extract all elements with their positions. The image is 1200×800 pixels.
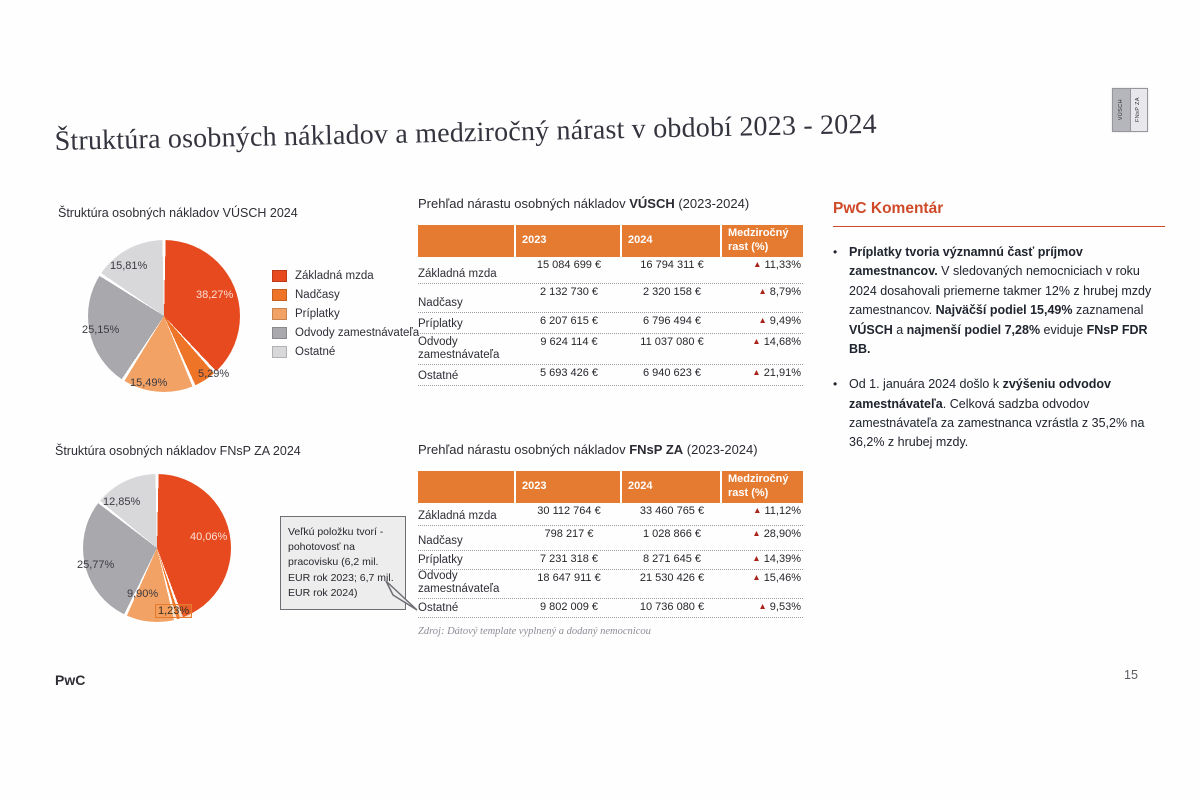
value-2023: 5 693 426 €	[539, 367, 599, 379]
growth-cell	[722, 334, 803, 348]
comment-segment: Najväčší podiel 15,49%	[935, 303, 1073, 318]
comment-section	[833, 200, 1165, 453]
table-header-2023: 2023	[516, 471, 622, 503]
up-triangle-icon: ▲	[753, 259, 762, 269]
table-header-row	[418, 225, 803, 257]
value-2023: 15 084 699 €	[536, 259, 602, 271]
comment-heading: PwC Komentár	[833, 200, 1165, 227]
up-triangle-icon: ▲	[758, 601, 767, 611]
pwc-logo: PwC	[55, 672, 86, 688]
callout-tail	[384, 580, 420, 614]
value-2024: 8 271 645 €	[642, 553, 702, 565]
comment-segment: najmenší podiel 7,28%	[906, 322, 1041, 337]
comment-segment: FNsP FDR BB.	[849, 322, 1148, 356]
value-2024: 6 940 623 €	[642, 367, 702, 379]
pie-label-odvody: 25,77%	[77, 559, 115, 571]
table-header-blank	[418, 471, 516, 503]
growth-value: 15,46%	[763, 572, 801, 584]
table-row	[418, 551, 803, 570]
growth-cell	[722, 313, 803, 327]
table-fnsp-za-title	[418, 442, 803, 457]
value-2024: 16 794 311 €	[640, 259, 704, 271]
table-header-2024: 2024	[622, 471, 722, 503]
value-2024: 10 736 080 €	[639, 601, 705, 613]
growth-cell	[722, 526, 803, 540]
table-header-2024: 2024	[622, 225, 722, 257]
table-header-growth: Medziročný rast (%)	[722, 471, 803, 503]
pie-label-zakladna-mzda: 38,27%	[196, 289, 234, 301]
growth-value: 14,39%	[763, 553, 801, 565]
table-header-blank	[418, 225, 516, 257]
growth-value: 11,12%	[764, 505, 801, 517]
corner-tab-fnsp-za	[1131, 89, 1148, 131]
pie-label-nadcasy: 1,23%	[155, 604, 192, 618]
row-label: Príplatky	[418, 554, 463, 567]
value-2024: 2 320 158 €	[642, 286, 702, 298]
comment-bullet	[833, 243, 1165, 359]
value-2023: 9 802 009 €	[539, 601, 599, 613]
corner-tab-fnsp-za-label: FNsP ZA	[1135, 97, 1141, 123]
growth-cell	[722, 284, 803, 298]
up-triangle-icon: ▲	[752, 572, 761, 582]
up-triangle-icon: ▲	[752, 336, 761, 346]
table-vusch-title	[418, 196, 803, 211]
row-label: Základná mzda	[418, 268, 497, 281]
growth-value: 11,33%	[764, 259, 801, 271]
row-label: Nadčasy	[418, 535, 463, 548]
pie-label-priplatky: 15,49%	[130, 377, 168, 389]
pie-label-odvody: 25,15%	[82, 324, 120, 336]
comment-bullet-text	[849, 375, 1165, 453]
comment-bullet	[833, 375, 1165, 453]
row-label: Príplatky	[418, 318, 463, 331]
pie-fnsp-za-title: Štruktúra osobných nákladov FNsP ZA 2024	[55, 444, 301, 458]
growth-cell	[722, 257, 803, 271]
value-2023: 6 207 615 €	[539, 315, 599, 327]
table-header-row	[418, 471, 803, 503]
row-label: Odvody zamestnávateľa	[418, 336, 500, 362]
bullet-icon: •	[833, 245, 838, 259]
legend-label: Príplatky	[295, 307, 340, 320]
legend-item-odvody	[272, 323, 419, 342]
growth-value: 21,91%	[763, 367, 801, 379]
value-2023: 7 231 318 €	[539, 553, 599, 565]
source-note: Zdroj: Dátový template vyplnený a dodaný nemocnicou	[418, 626, 651, 637]
legend-swatch-nadcasy	[272, 289, 287, 301]
slide-title: Štruktúra osobných nákladov a medziročný nárast v období 2023 - 2024	[54, 108, 878, 158]
pie-label-ostatne: 12,85%	[103, 496, 141, 508]
value-2024: 33 460 765 €	[639, 505, 705, 517]
row-label: Základná mzda	[418, 510, 497, 523]
table-row	[418, 284, 803, 313]
legend-swatch-odvody	[272, 327, 287, 339]
legend-label: Základná mzda	[295, 269, 374, 282]
value-2024: 21 530 426 €	[639, 572, 705, 584]
value-2023: 9 624 114 €	[540, 336, 598, 348]
legend-label: Odvody zamestnávateľa	[295, 326, 420, 339]
pie-legend	[272, 266, 419, 361]
growth-value: 8,79%	[769, 286, 801, 298]
row-label: Ostatné	[418, 602, 459, 615]
pie-label-zakladna-mzda: 40,06%	[190, 531, 228, 543]
comment-segment: . Celková sadzba odvodov zamestnávateľa za zamestnanca vzrástla z 35,2% na 36,2% z hrubej mzdy.	[849, 396, 1145, 450]
table-title-entity: FNsP ZA	[629, 442, 684, 457]
table-header-2023: 2023	[516, 225, 622, 257]
legend-label: Ostatné	[295, 345, 336, 358]
legend-item-zakladna-mzda	[272, 266, 419, 285]
up-triangle-icon: ▲	[752, 528, 761, 538]
bullet-icon: •	[833, 377, 838, 392]
growth-cell	[722, 503, 803, 517]
up-triangle-icon: ▲	[752, 553, 761, 563]
legend-item-priplatky	[272, 304, 419, 323]
comment-segment: VÚSCH	[849, 322, 893, 337]
corner-tab	[1112, 88, 1148, 132]
legend-item-ostatne	[272, 342, 419, 361]
comment-segment: eviduje	[1040, 322, 1087, 337]
table-row	[418, 570, 803, 599]
page-number: 15	[1124, 668, 1138, 682]
table-row	[418, 365, 803, 386]
legend-swatch-priplatky	[272, 308, 287, 320]
corner-tab-vusch	[1113, 89, 1131, 131]
pie-vusch-title: Štruktúra osobných nákladov VÚSCH 2024	[58, 206, 298, 220]
table-row	[418, 526, 803, 551]
table-row	[418, 599, 803, 618]
growth-value: 9,49%	[769, 315, 801, 327]
value-2024: 11 037 080 €	[640, 336, 704, 348]
table-title-suffix: (2023-2024)	[683, 442, 758, 457]
growth-value: 14,68%	[763, 336, 801, 348]
table-row	[418, 334, 803, 365]
growth-value: 28,90%	[763, 528, 801, 540]
comment-segment: Od 1. januára 2024 došlo k	[849, 377, 1003, 392]
table-title-suffix: (2023-2024)	[674, 196, 750, 211]
table-title-prefix: Prehľad nárastu osobných nákladov	[418, 442, 630, 457]
growth-cell	[722, 365, 803, 379]
legend-swatch-ostatne	[272, 346, 287, 358]
table-title-prefix: Prehľad nárastu osobných nákladov	[418, 196, 630, 211]
up-triangle-icon: ▲	[752, 367, 761, 377]
growth-cell	[722, 551, 803, 565]
corner-tab-vusch-label: VÚSCH	[1117, 99, 1124, 121]
comment-segment: zvýšeniu odvodov zamestnávateľa	[849, 377, 1111, 411]
pie-label-nadcasy: 5,29%	[198, 368, 230, 380]
table-row	[418, 313, 803, 334]
value-2023: 798 217 €	[544, 528, 594, 540]
table-row	[418, 257, 803, 284]
legend-swatch-zakladna-mzda	[272, 270, 287, 282]
legend-label: Nadčasy	[295, 288, 340, 301]
row-label: Ostatné	[418, 370, 459, 383]
comment-segment: Príplatky tvoria významnú časť príjmov zamestnancov.	[849, 245, 1083, 279]
growth-cell	[722, 599, 803, 613]
table	[418, 225, 803, 386]
pie-section-fnsp-za	[55, 444, 315, 634]
comment-segment: zaznamenal	[1072, 303, 1144, 318]
table-vusch	[418, 196, 803, 386]
row-label: Nadčasy	[418, 297, 463, 310]
value-2024: 6 796 494 €	[642, 315, 702, 327]
callout-box: Veľkú položku tvorí - pohotovosť na pracovisku (6,2 mil. EUR rok 2023; 6,7 mil. EUR rok 2024)	[280, 516, 406, 610]
comment-bullet-text	[849, 243, 1165, 359]
table-row	[418, 503, 803, 526]
value-2024: 1 028 866 €	[642, 528, 702, 540]
pie-label-ostatne: 15,81%	[110, 260, 148, 272]
table	[418, 471, 803, 618]
growth-cell	[722, 570, 803, 584]
value-2023: 2 132 730 €	[539, 286, 599, 298]
row-label: Odvody zamestnávateľa	[418, 570, 500, 596]
growth-value: 9,53%	[769, 601, 801, 613]
table-title-entity: VÚSCH	[629, 196, 675, 211]
comment-segment: V sledovaných nemocniciach v roku 2024 dosahovali priemerne takmer 12% z hrubej mzdy zamestnancov.	[849, 264, 1152, 318]
callout	[280, 516, 430, 626]
up-triangle-icon: ▲	[758, 315, 767, 325]
pie-label-priplatky: 9,90%	[127, 588, 159, 600]
table-header-growth: Medziročný rast (%)	[722, 225, 803, 257]
value-2023: 30 112 764 €	[537, 505, 601, 517]
up-triangle-icon: ▲	[753, 505, 762, 515]
value-2023: 18 647 911 €	[537, 572, 601, 584]
comment-segment: a	[892, 322, 907, 337]
up-triangle-icon: ▲	[758, 286, 767, 296]
legend-item-nadcasy	[272, 285, 419, 304]
table-fnsp-za	[418, 442, 803, 637]
